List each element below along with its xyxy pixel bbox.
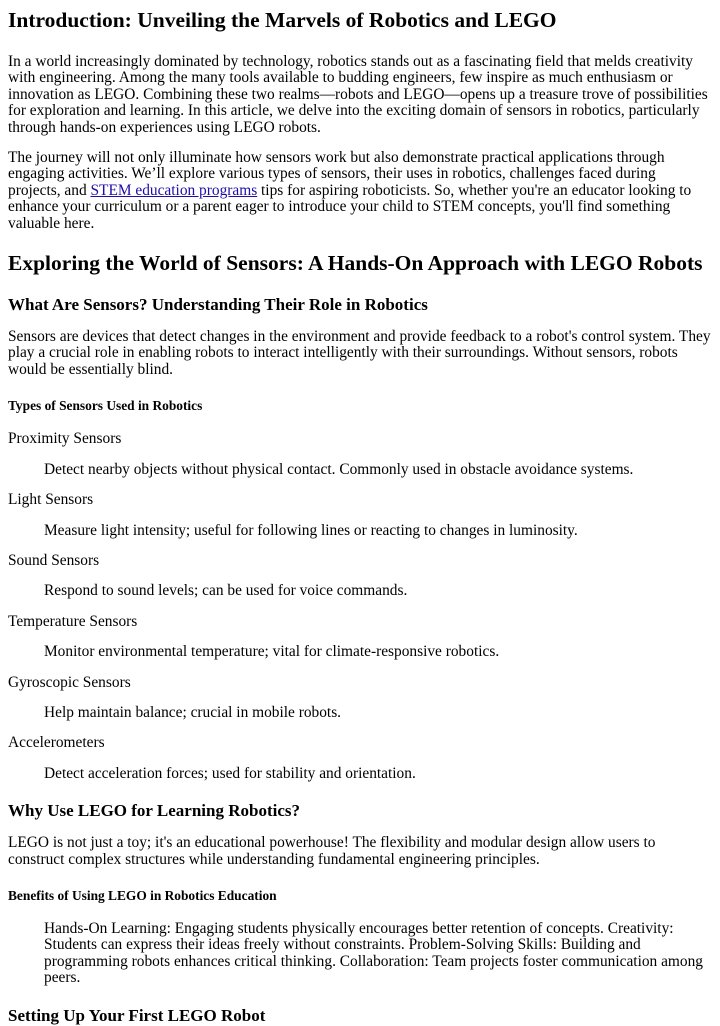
sensor-description: Measure light intensity; useful for following lines or reacting to changes in luminosity. bbox=[44, 521, 578, 539]
sensor-description: Detect acceleration forces; used for stability and orientation. bbox=[44, 764, 416, 782]
benefits-heading: Benefits of Using LEGO in Robotics Education bbox=[8, 887, 277, 903]
sensor-description: Detect nearby objects without physical contact. Commonly used in obstacle avoidance systems. bbox=[44, 460, 634, 478]
article bbox=[0, 7, 720, 1026]
sensor-term: Gyroscopic Sensors bbox=[8, 673, 131, 691]
sensor-description: Monitor environmental temperature; vital for climate-responsive robotics. bbox=[44, 643, 500, 661]
types-of-sensors-heading: Types of Sensors Used in Robotics bbox=[8, 398, 203, 414]
what-are-sensors-heading: What Are Sensors? Understanding Their Role in Robotics bbox=[8, 295, 428, 315]
sensor-term: Accelerometers bbox=[8, 734, 105, 752]
why-lego-paragraph: LEGO is not just a toy; it's an educational powerhouse! The flexibility and modular design allow users to construct complex structures while understanding fundamental engineering principles. bbox=[8, 834, 656, 868]
intro-p2-text-after: tips for aspiring roboticists. So, whether you're an educator looking to enhance your curriculum or a parent eager to introduce your child to STEM concepts, you'll find something valuable here. bbox=[8, 181, 692, 232]
what-are-sensors-paragraph: Sensors are devices that detect changes in the environment and provide feedback to a robot's control system. They play a crucial role in enabling robots to interact intelligently with their surroundings. Without sensors, robots would be essentially blind. bbox=[8, 328, 711, 378]
intro-paragraph-2 bbox=[8, 150, 712, 232]
sensor-description: Help maintain balance; crucial in mobile robots. bbox=[44, 703, 342, 721]
sensor-types-list bbox=[8, 431, 712, 782]
intro-paragraph-1: In a world increasingly dominated by technology, robotics stands out as a fascinating field that melds creativity with engineering. Among the many tools available to budding engineers, few inspire as much enthusiasm or innovation as LEGO. Combining these two realms—robots and LEGO—opens up a treasure trove of possibilities for exploration and learning. In this article, we delve into the exciting domain of sensors in robotics, particularly through hands-on experiences using LEGO robots. bbox=[8, 53, 708, 136]
sensor-description: Respond to sound levels; can be used for voice commands. bbox=[44, 582, 408, 600]
intro-heading: Introduction: Unveiling the Marvels of Robotics and LEGO bbox=[8, 8, 557, 32]
intro-p2-text-before: The journey will not only illuminate how sensors work but also demonstrate practical applications through engaging activities. We’ll explore various types of sensors, their uses in robotics, challenges faced during projects, and bbox=[8, 149, 665, 199]
stem-education-programs-link[interactable]: STEM education programs bbox=[90, 181, 258, 199]
sensor-term: Temperature Sensors bbox=[8, 612, 138, 630]
benefits-paragraph: Hands-On Learning: Engaging students physically encourages better retention of concepts. Creativity: Students can express their ideas freely without constraints. Problem-Solving Skills: Building and programming robots enhances critical thinking. Collaboration: Team projects foster communication among peers. bbox=[44, 919, 703, 987]
setup-heading: Setting Up Your First LEGO Robot bbox=[8, 1005, 266, 1025]
sensor-term: Sound Sensors bbox=[8, 551, 100, 569]
sensor-term: Proximity Sensors bbox=[8, 430, 122, 448]
sensor-term: Light Sensors bbox=[8, 491, 94, 509]
why-lego-heading: Why Use LEGO for Learning Robotics? bbox=[8, 801, 301, 821]
exploring-heading: Exploring the World of Sensors: A Hands-On Approach with LEGO Robots bbox=[8, 251, 703, 276]
